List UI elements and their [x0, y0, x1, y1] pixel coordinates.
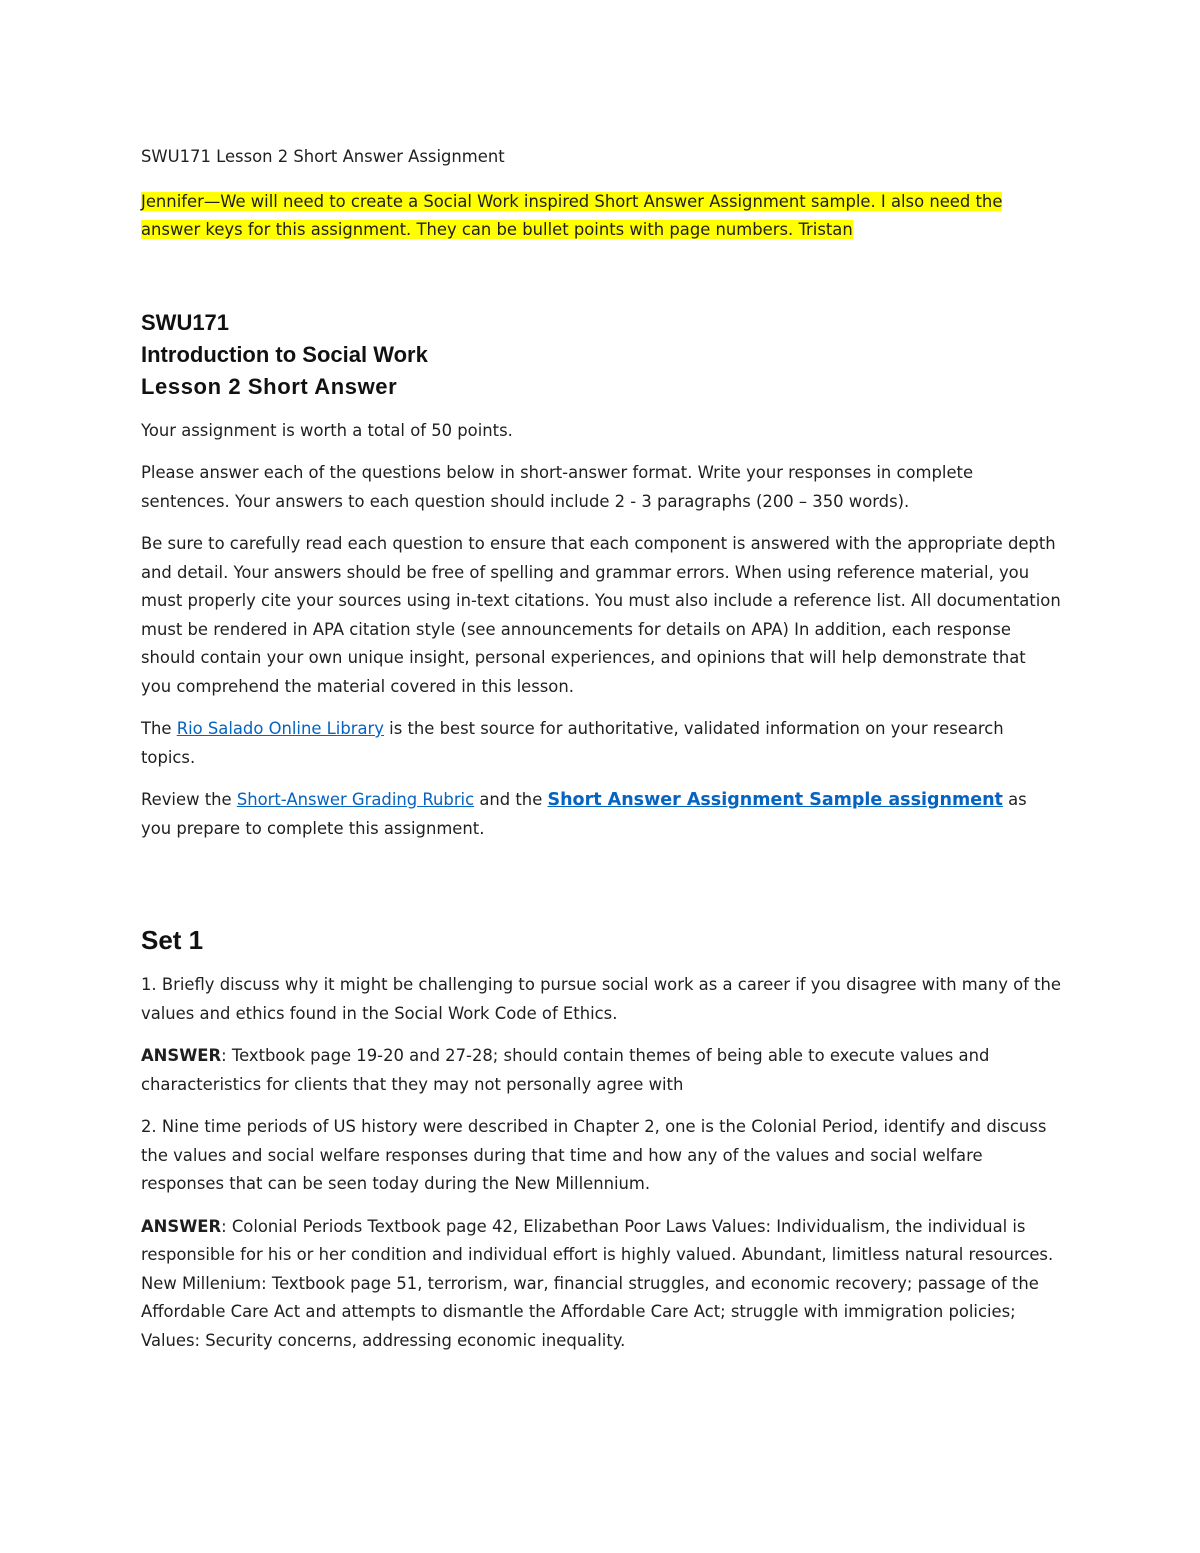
answer-label: ANSWER	[141, 1216, 222, 1236]
library-paragraph	[141, 715, 1061, 772]
answer-label: ANSWER	[141, 1046, 222, 1065]
library-suffix: is the best source for authoritative, validated information on your research topics.	[141, 719, 1004, 767]
document-page	[141, 143, 1061, 1355]
points-worth: Your assignment is worth a total of 50 points.	[141, 420, 513, 440]
library-prefix: The	[141, 719, 177, 738]
review-middle: and the	[474, 790, 548, 809]
note-highlight: Jennifer—We will need to create a Social Work inspired Short Answer Assignment sample. I also need the answer keys for this assignment. They can be bullet points with page numbers. Tristan	[141, 191, 1003, 239]
sample-assignment-link[interactable]: Short Answer Assignment Sample assignment	[547, 790, 1003, 810]
course-code: SWU171	[141, 309, 230, 335]
document-title: SWU171 Lesson 2 Short Answer Assignment	[141, 147, 505, 166]
library-link[interactable]: Rio Salado Online Library	[176, 719, 384, 738]
review-paragraph	[141, 786, 1061, 843]
set-title: Set 1	[141, 925, 204, 955]
highlighted-note	[141, 188, 1061, 245]
answer-2	[141, 1213, 1061, 1356]
question-1: 1. Briefly discuss why it might be challenging to pursue social work as a career if you disagree with many of the values and ethics found in the Social Work Code of Ethics.	[141, 975, 1062, 1023]
instructions: Please answer each of the questions below in short-answer format. Write your responses in complete sentences. Your answers to each question should include 2 - 3 paragraphs (200 – 350 words).	[141, 463, 974, 511]
review-prefix: Review the	[141, 790, 237, 809]
answer-text: : Textbook page 19-20 and 27-28; should contain themes of being able to execute values and characteristics for clients that they may not personally agree with	[141, 1046, 990, 1094]
requirements: Be sure to carefully read each question to ensure that each component is answered with the appropriate depth and detail. Your answers should be free of spelling and grammar errors. When using reference material, you must properly cite your sources using in-text citations. You must also include a reference list. All documentation must be rendered in APA citation style (see announcements for details on APA) In addition, each response should contain your own unique insight, personal experiences, and opinions that will help demonstrate that you comprehend the material covered in this lesson.	[141, 534, 1061, 696]
lesson-title: Lesson 2 Short Answer	[141, 373, 398, 399]
course-name: Introduction to Social Work	[141, 341, 428, 367]
answer-1	[141, 1042, 1061, 1099]
review-suffix: as you prepare to complete this assignment.	[141, 790, 1027, 838]
rubric-link[interactable]: Short-Answer Grading Rubric	[236, 790, 475, 809]
answer-text: : Colonial Periods Textbook page 42, Elizabethan Poor Laws Values: Individualism, the individual is responsible for his or her condition and individual effort is highly valued. Abundant, limitless natural resources. New Millenium: Textbook page 51, terrorism, war, financial struggles, and economic recovery; passage of the Affordable Care Act and attempts to dismantle the Affordable Care Act; struggle with immigration policies; Values: Security concerns, addressing economic inequality.	[141, 1216, 1054, 1350]
course-header	[141, 307, 1061, 403]
question-2: 2. Nine time periods of US history were described in Chapter 2, one is the Colonial Period, identify and discuss the values and social welfare responses during that time and how any of the values and social welfare responses that can be seen today during the New Millennium.	[141, 1117, 1047, 1193]
